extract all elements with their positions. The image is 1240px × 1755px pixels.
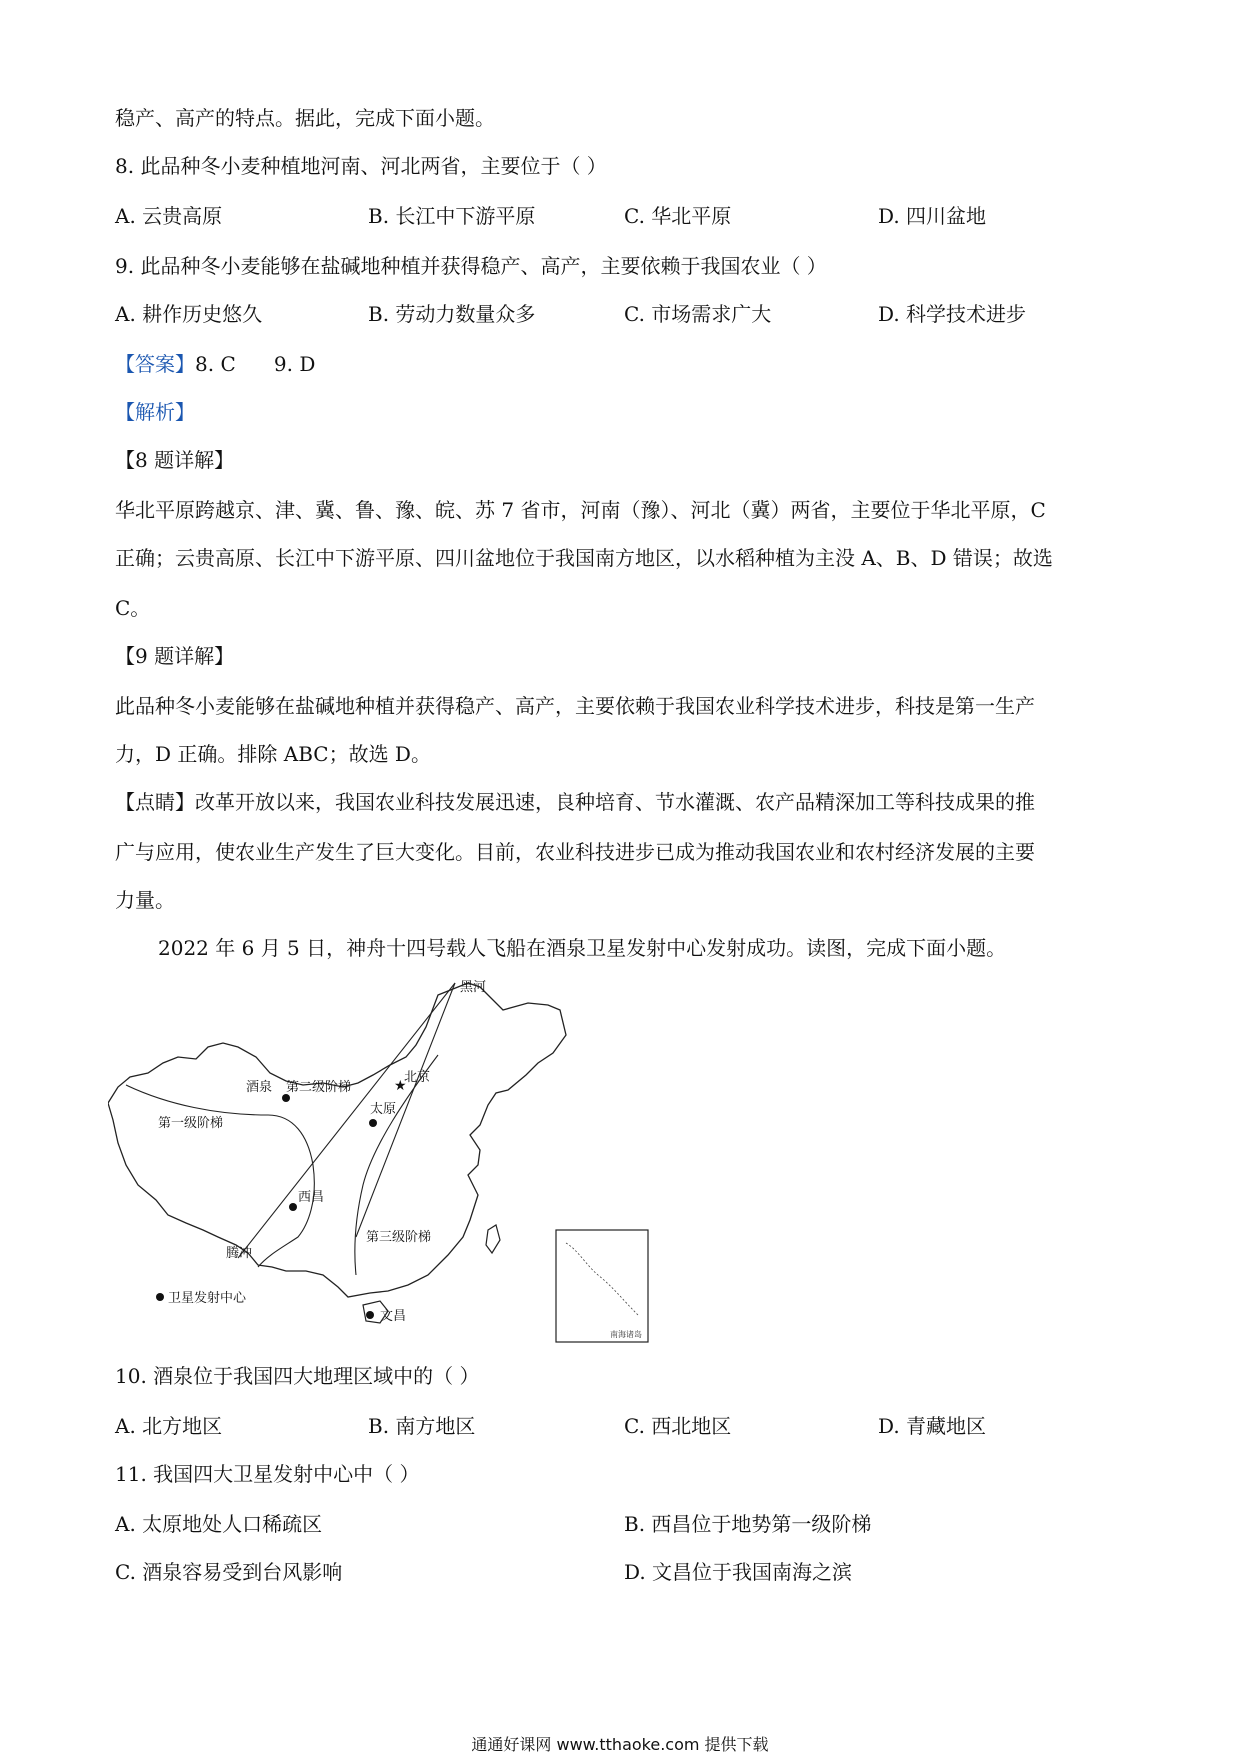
intro-continuation: 稳产、高产的特点。据此，完成下面小题。 bbox=[115, 106, 495, 130]
answer-label: 【答案】 bbox=[115, 352, 195, 376]
inset-coastline bbox=[566, 1243, 638, 1315]
label-jiuquan: 酒泉 bbox=[246, 1080, 273, 1095]
detail-8-line-2: 正确；云贵高原、长江中下游平原、四川盆地位于我国南方地区，以水稻种植为主没 A、B、D 错误；故选 bbox=[115, 546, 1053, 570]
label-beijing: 北京 bbox=[404, 1070, 431, 1085]
q10-option-d: D. 青藏地区 bbox=[878, 1414, 987, 1438]
label-step1: 第一级阶梯 bbox=[158, 1116, 224, 1131]
label-step2: 第二级阶梯 bbox=[286, 1080, 352, 1095]
label-legend: 卫星发射中心 bbox=[168, 1291, 247, 1306]
question-11-stem: 11. 我国四大卫星发射中心中（ ） bbox=[115, 1462, 420, 1486]
label-tengchong: 腾冲 bbox=[226, 1246, 253, 1261]
q11-option-c: C. 酒泉容易受到台风影响 bbox=[115, 1560, 343, 1584]
jiuquan-point bbox=[282, 1094, 290, 1102]
taiyuan-point bbox=[369, 1119, 377, 1127]
q9-option-b: B. 劳动力数量众多 bbox=[368, 302, 536, 326]
q9-option-c: C. 市场需求广大 bbox=[624, 302, 772, 326]
note-text-1: 改革开放以来，我国农业科技发展迅速，良种培育、节水灌溉、农产品精深加工等科技成果的推 bbox=[195, 790, 1035, 814]
beijing-star: ★ bbox=[394, 1078, 407, 1094]
label-step3: 第三级阶梯 bbox=[366, 1230, 432, 1245]
label-taiyuan: 太原 bbox=[370, 1102, 397, 1117]
answer-line bbox=[115, 350, 315, 378]
q9-option-a: A. 耕作历史悠久 bbox=[115, 302, 263, 326]
question-8-stem: 8. 此品种冬小麦种植地河南、河北两省，主要位于（ ） bbox=[115, 154, 607, 178]
china-outline bbox=[108, 983, 566, 1297]
q8-option-b: B. 长江中下游平原 bbox=[368, 204, 536, 228]
detail-9-line-1: 此品种冬小麦能够在盐碱地种植并获得稳产、高产，主要依赖于我国农业科学技术进步，科技是第一生产 bbox=[115, 694, 1035, 718]
detail-8-line-1: 华北平原跨越京、津、冀、鲁、豫、皖、苏 7 省市，河南（豫）、河北（冀）两省，主要位于华北平原，C bbox=[115, 498, 1046, 522]
step1-boundary bbox=[126, 1085, 314, 1267]
footer-source: 通通好课网 www.tthaoke.com 提供下载 bbox=[471, 1735, 769, 1754]
q8-option-d: D. 四川盆地 bbox=[878, 204, 987, 228]
q8-option-a: A. 云贵高原 bbox=[115, 204, 223, 228]
detail-9-label: 【9 题详解】 bbox=[115, 644, 235, 668]
note-line-3: 力量。 bbox=[115, 888, 175, 912]
note-line-2: 广与应用，使农业生产发生了巨大变化。目前，农业科技进步已成为推动我国农业和农村经济发展的主要 bbox=[115, 840, 1035, 864]
q11-option-d: D. 文昌位于我国南海之滨 bbox=[624, 1560, 853, 1584]
xichang-point bbox=[289, 1203, 297, 1211]
taiwan-outline bbox=[486, 1225, 500, 1253]
detail-8-line-3: C。 bbox=[115, 596, 151, 620]
detail-9-line-2: 力，D 正确。排除 ABC；故选 D。 bbox=[115, 742, 431, 766]
note-line-1 bbox=[115, 788, 1035, 816]
analysis-label: 【解析】 bbox=[115, 400, 195, 424]
south-china-sea-inset bbox=[556, 1230, 648, 1342]
note-label: 【点睛】 bbox=[115, 790, 195, 814]
q9-option-d: D. 科学技术进步 bbox=[878, 302, 1027, 326]
wenchang-point bbox=[366, 1311, 374, 1319]
label-inset: 南海诸岛 bbox=[610, 1330, 642, 1339]
detail-8-label: 【8 题详解】 bbox=[115, 448, 235, 472]
q11-option-a: A. 太原地处人口稀疏区 bbox=[115, 1512, 323, 1536]
map-intro: 2022 年 6 月 5 日，神舟十四号载人飞船在酒泉卫星发射中心发射成功。读图，完成下面小题。 bbox=[158, 936, 1007, 960]
answer-text: 8. C 9. D bbox=[195, 352, 316, 376]
question-10-stem: 10. 酒泉位于我国四大地理区域中的（ ） bbox=[115, 1364, 480, 1388]
q11-option-b: B. 西昌位于地势第一级阶梯 bbox=[624, 1512, 872, 1536]
question-9-stem: 9. 此品种冬小麦能够在盐碱地种植并获得稳产、高产，主要依赖于我国农业（ ） bbox=[115, 254, 827, 278]
q10-option-c: C. 西北地区 bbox=[624, 1414, 732, 1438]
label-xichang: 西昌 bbox=[298, 1190, 325, 1205]
q10-option-b: B. 南方地区 bbox=[368, 1414, 476, 1438]
q10-option-a: A. 北方地区 bbox=[115, 1414, 223, 1438]
q8-option-c: C. 华北平原 bbox=[624, 204, 732, 228]
china-map-figure bbox=[108, 975, 668, 1355]
label-wenchang: 文昌 bbox=[380, 1309, 407, 1324]
legend-point bbox=[156, 1293, 164, 1301]
label-heihe: 黑河 bbox=[460, 980, 487, 995]
launch-line-1 bbox=[238, 983, 455, 1258]
